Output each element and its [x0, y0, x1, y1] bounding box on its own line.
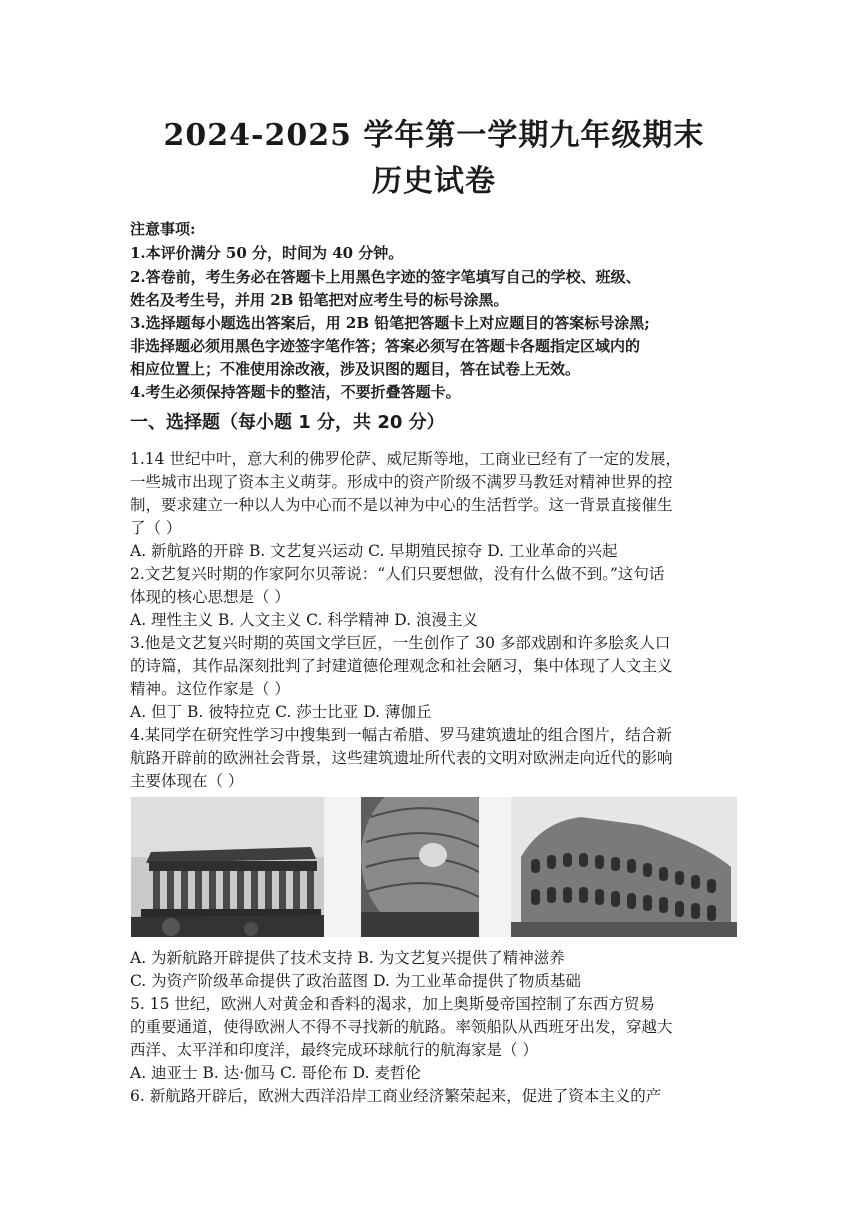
notes-line: 3.选择题每小题选出答案后，用 2B 铅笔把答题卡上对应题目的答案标号涂黑; [130, 314, 650, 332]
pantheon-interior-photo [361, 797, 479, 937]
notes-line: 2.答卷前，考生务必在答题卡上用黑色字迹的签字笔填写自己的学校、班级、 [130, 268, 641, 286]
notes-heading: 注意事项: [130, 220, 196, 238]
question-text: 精神。这位作家是（ ） [130, 680, 290, 698]
section-heading: 一、选择题（每小题 1 分，共 20 分） [130, 412, 445, 433]
exam-title-line2: 历史试卷 [372, 164, 496, 199]
question-text: 1.14 世纪中叶，意大利的佛罗伦萨、威尼斯等地，工商业已经有了一定的发展， [130, 450, 681, 468]
notes-line: 姓名及考生号，并用 2B 铅笔把对应考生号的标号涂黑。 [130, 291, 509, 309]
question-text: 2.文艺复兴时期的作家阿尔贝蒂说：“人们只要想做，没有什么做不到。”这句话 [130, 565, 665, 583]
question-options: A. 新航路的开辟 B. 文艺复兴运动 C. 早期殖民掠夺 D. 工业革命的兴起 [130, 542, 618, 560]
question-options: C. 为资产阶级革命提供了政治蓝图 D. 为工业革命提供了物质基础 [130, 972, 581, 990]
question-text: 6. 新航路开辟后，欧洲大西洋沿岸工商业经济繁荣起来，促进了资本主义的产 [130, 1087, 662, 1105]
question-text: 的诗篇，其作品深刻批判了封建道德伦理观念和社会陋习，集中体现了人文主义 [130, 657, 673, 675]
architecture-photo-strip [131, 797, 737, 937]
question-text: 5. 15 世纪，欧洲人对黄金和香料的渴求，加上奥斯曼帝国控制了东西方贸易 [130, 995, 655, 1013]
exam-title-line1: 2024-2025 学年第一学期九年级期末 [163, 118, 705, 153]
question-options: A. 为新航路开辟提供了技术支持 B. 为文艺复兴提供了精神滋养 [130, 949, 565, 967]
question-text: 航路开辟前的欧洲社会背景，这些建筑遗址所代表的文明对欧洲走向近代的影响 [130, 749, 673, 767]
question-text: 制，要求建立一种以人为中心而不是以神为中心的生活哲学。这一背景直接催生 [130, 496, 673, 514]
notes-line: 4.考生必须保持答题卡的整洁，不要折叠答题卡。 [130, 383, 461, 401]
notes-line: 1.本评价满分 50 分，时间为 40 分钟。 [130, 244, 404, 262]
question-options: A. 迪亚士 B. 达·伽马 C. 哥伦布 D. 麦哲伦 [130, 1064, 421, 1082]
question-text: 3.他是文艺复兴时期的英国文学巨匠，一生创作了 30 多部戏剧和许多脍炙人口 [130, 634, 671, 652]
colosseum-photo [511, 797, 737, 937]
question-options: A. 理性主义 B. 人文主义 C. 科学精神 D. 浪漫主义 [130, 611, 478, 629]
question-options: A. 但丁 B. 彼特拉克 C. 莎士比亚 D. 薄伽丘 [130, 703, 432, 721]
question-text: 4.某同学在研究性学习中搜集到一幅古希腊、罗马建筑遗址的组合图片，结合新 [130, 726, 672, 744]
notes-line: 相应位置上；不准使用涂改液，涉及识图的题目，答在试卷上无效。 [130, 360, 581, 378]
question-text: 体现的核心思想是（ ） [130, 588, 290, 606]
parthenon-photo [131, 797, 324, 937]
question-text: 主要体现在（ ） [130, 772, 244, 790]
notes-line: 非选择题必须用黑色字迹签字笔作答；答案必须写在答题卡各题指定区域内的 [130, 337, 641, 355]
question-text: 一些城市出现了资本主义萌芽。形成中的资产阶级不满罗马教廷对精神世界的控 [130, 473, 673, 491]
question-text: 西洋、太平洋和印度洋，最终完成环球航行的航海家是（ ） [130, 1041, 538, 1059]
question-text: 了（ ） [130, 519, 182, 537]
question-text: 的重要通道，使得欧洲人不得不寻找新的航路。率领船队从西班牙出发，穿越大 [130, 1018, 673, 1036]
